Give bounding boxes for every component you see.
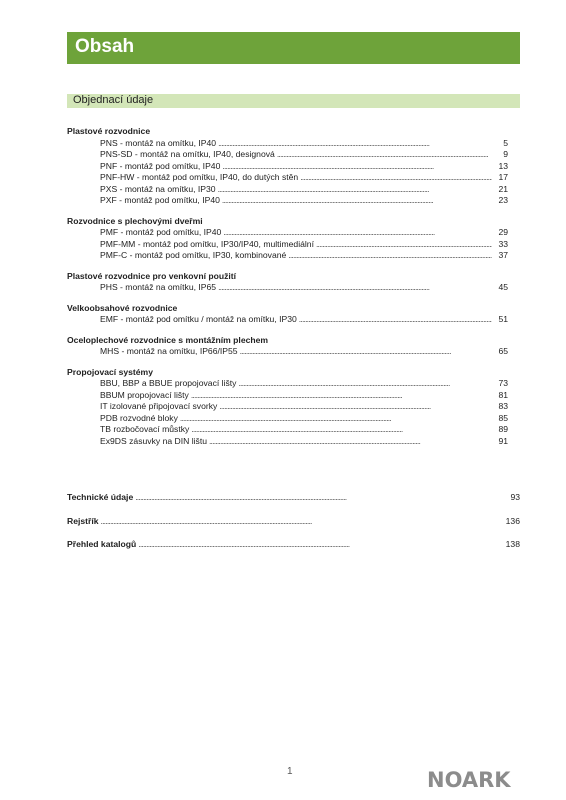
toc-entry[interactable] <box>67 314 508 326</box>
toc-entry-label: MHS - montáž na omítku, IP66/IP55 <box>100 346 238 356</box>
toc-extra-page: 138 <box>505 539 520 549</box>
toc-entry[interactable] <box>67 436 508 448</box>
toc-entry-page: 45 <box>498 282 508 292</box>
dot-leader <box>191 424 492 436</box>
toc-entry[interactable] <box>67 227 508 239</box>
toc-entry[interactable] <box>67 184 508 196</box>
toc-entry[interactable] <box>67 282 508 294</box>
toc-entry-label: PHS - montáž na omítku, IP65 <box>100 282 217 292</box>
toc-extra-page: 136 <box>505 516 520 526</box>
toc-entry-label: PNS-SD - montáž na omítku, IP40, designová <box>100 149 275 159</box>
dot-leader <box>180 413 492 425</box>
toc-entry-label: Ex9DS zásuvky na DIN lištu <box>100 435 207 446</box>
page-number: 1 <box>287 766 293 777</box>
toc-entry[interactable] <box>67 346 508 358</box>
toc-extra-page: 93 <box>510 492 520 502</box>
toc-entry-label: PNF - montáž pod omítku, IP40 <box>100 160 221 171</box>
toc-entry-page: 81 <box>498 389 508 400</box>
toc-extra-label: Technické údaje <box>67 492 134 502</box>
toc-entry[interactable] <box>67 138 508 150</box>
dot-leader <box>277 149 492 161</box>
toc-entry[interactable] <box>67 149 508 161</box>
toc-entry-page: 23 <box>498 195 508 205</box>
toc-entry[interactable] <box>67 424 508 436</box>
toc-entry-page: 85 <box>498 412 508 423</box>
toc-extra-label: Přehled katalogů <box>67 539 137 549</box>
toc-group <box>67 303 508 326</box>
dot-leader <box>316 239 492 251</box>
dot-leader <box>222 195 492 207</box>
toc-entry-label: BBUM propojovací lišty <box>100 389 189 400</box>
header-bar <box>67 32 520 64</box>
table-of-contents <box>67 126 508 456</box>
dot-leader <box>209 436 492 448</box>
dot-leader <box>218 184 492 196</box>
toc-entry[interactable] <box>67 161 508 173</box>
toc-entry[interactable] <box>67 401 508 413</box>
toc-group-title: Oceloplechové rozvodnice s montážním plechem <box>67 334 269 345</box>
toc-entry-page: 89 <box>498 424 508 434</box>
toc-extra-label: Rejstřík <box>67 516 99 526</box>
toc-group-title: Propojovací systémy <box>67 366 153 377</box>
toc-entry-page: 65 <box>498 346 508 356</box>
dot-leader <box>138 539 498 551</box>
dot-leader <box>219 401 492 413</box>
toc-entry-label: PDB rozvodné bloky <box>100 412 178 423</box>
toc-entry[interactable] <box>67 239 508 251</box>
toc-group-title: Plastové rozvodnice pro venkovní použití <box>67 270 237 281</box>
toc-entry-label: PMF-MM - montáž pod omítku, IP30/IP40, multimediální <box>100 238 314 249</box>
toc-entry[interactable] <box>67 390 508 402</box>
toc-entry-label: PMF-C - montáž pod omítku, IP30, kombinované <box>100 250 287 260</box>
toc-group <box>67 216 508 262</box>
toc-entry-label: PMF - montáž pod omítku, IP40 <box>100 227 222 237</box>
toc-entry-page: 21 <box>498 183 508 194</box>
toc-entry-page: 9 <box>503 149 508 159</box>
page-title: Obsah <box>75 36 135 57</box>
toc-group <box>67 271 508 294</box>
toc-entry[interactable] <box>67 195 508 207</box>
noark-logo: NOARK <box>427 768 511 792</box>
toc-entry-label: IT izolované připojovací svorky <box>100 401 218 411</box>
toc-entry[interactable] <box>67 172 508 184</box>
toc-group <box>67 335 508 358</box>
toc-entry-page: 29 <box>498 227 508 237</box>
dot-leader <box>218 138 492 150</box>
toc-extra-technical[interactable] <box>67 492 520 504</box>
dot-leader <box>218 282 492 294</box>
toc-entry-page: 17 <box>498 172 508 182</box>
toc-entry-label: PXF - montáž pod omítku, IP40 <box>100 195 220 205</box>
dot-leader <box>240 346 492 358</box>
dot-leader <box>223 227 492 239</box>
toc-entry[interactable] <box>67 250 508 262</box>
toc-entry-page: 13 <box>498 160 508 171</box>
toc-entry-label: PXS - montáž na omítku, IP30 <box>100 183 216 194</box>
toc-entry-label: PNS - montáž na omítku, IP40 <box>100 137 217 148</box>
dot-leader <box>222 161 492 173</box>
toc-group-title: Plastové rozvodnice <box>67 126 151 136</box>
toc-entry-label: EMF - montáž pod omítku / montáž na omítku, IP30 <box>100 314 297 324</box>
toc-entry-page: 33 <box>498 238 508 249</box>
dot-leader <box>300 172 492 184</box>
toc-group <box>67 367 508 448</box>
toc-entry-page: 5 <box>503 137 508 148</box>
toc-group-title: Velkoobsahové rozvodnice <box>67 302 178 313</box>
dot-leader <box>191 390 492 402</box>
toc-group <box>67 126 508 207</box>
section-bar <box>67 94 520 108</box>
toc-entry-page: 91 <box>498 435 508 446</box>
toc-extra-index[interactable] <box>67 516 520 528</box>
toc-entry-page: 83 <box>498 401 508 411</box>
toc-entry-page: 37 <box>498 250 508 260</box>
dot-leader <box>238 378 492 390</box>
section-title: Objednací údaje <box>73 94 154 106</box>
dot-leader <box>135 492 498 504</box>
toc-entry-label: TB rozbočovací můstky <box>100 424 190 434</box>
toc-entry[interactable] <box>67 413 508 425</box>
toc-entry-label: PNF-HW - montáž pod omítku, IP40, do dutých stěn <box>100 172 299 182</box>
toc-entry[interactable] <box>67 378 508 390</box>
dot-leader <box>101 516 498 528</box>
toc-entry-page: 73 <box>498 378 508 388</box>
dot-leader <box>288 250 492 262</box>
toc-entry-page: 51 <box>498 314 508 324</box>
dot-leader <box>299 314 492 326</box>
toc-group-title: Rozvodnice s plechovými dveřmi <box>67 215 203 226</box>
toc-entry-label: BBU, BBP a BBUE propojovací lišty <box>100 378 237 388</box>
toc-extra-catalogues[interactable] <box>67 539 520 551</box>
